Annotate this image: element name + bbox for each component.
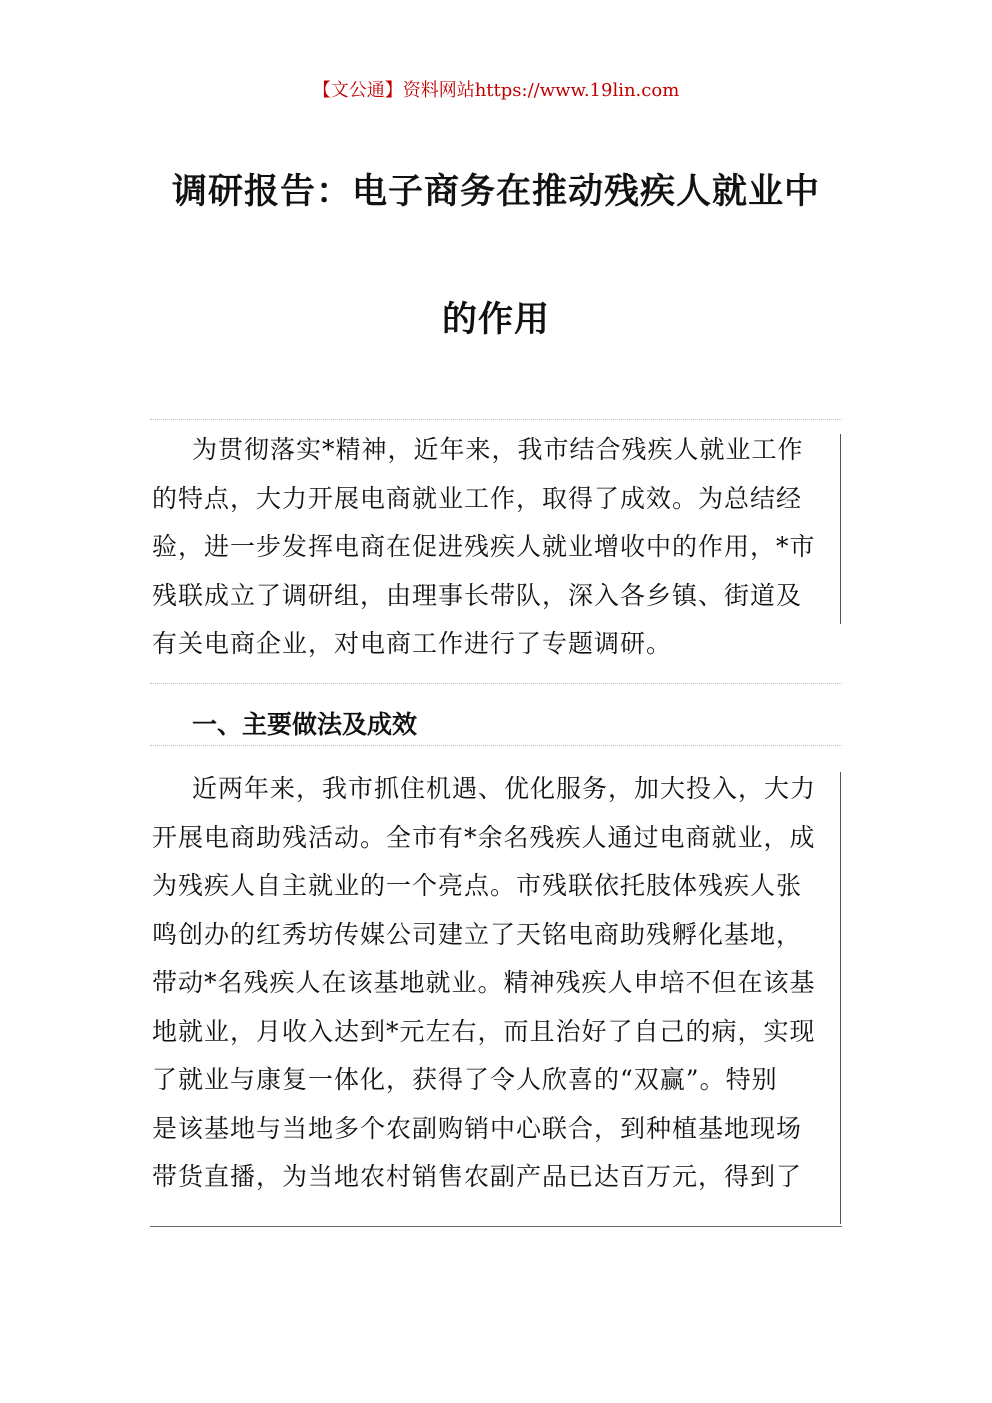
intro-paragraph [152, 426, 842, 669]
divider [150, 745, 842, 746]
text-line: 残联成立了调研组，由理事长带队，深入各乡镇、街道及 [152, 580, 803, 610]
text-line: 鸣创办的红秀坊传媒公司建立了天铭电商助残孵化基地， [152, 919, 803, 949]
page-bottom-rule [150, 1226, 842, 1227]
section1-paragraph [152, 765, 842, 1202]
text-line: 带动*名残疾人在该基地就业。精神残疾人申培不但在该基 [152, 968, 816, 997]
text-line: 近两年来，我市抓住机遇、优化服务，加大投入，大力 [192, 774, 817, 803]
text-line: 有关电商企业，对电商工作进行了专题调研。 [152, 629, 673, 658]
document-title-line-2: 的作用 [441, 300, 550, 340]
text-line: 地就业，月收入达到*元左右，而且治好了自己的病，实现 [152, 1016, 816, 1046]
divider [150, 683, 842, 684]
section-heading: 一、主要做法及成效 [192, 710, 418, 739]
text-line: 为残疾人自主就业的一个亮点。市残联依托肢体残疾人张 [152, 871, 803, 900]
text-line: 了就业与康复一体化，获得了令人欣喜的“双赢”。特别 [152, 1065, 778, 1094]
document-title-line-1: 调研报告：电子商务在推动残疾人就业中 [171, 172, 820, 212]
text-line: 为贯彻落实*精神，近年来，我市结合残疾人就业工作 [192, 435, 804, 464]
text-line: 带货直播，为当地农村销售农副产品已达百万元，得到了 [152, 1162, 803, 1191]
text-line: 是该基地与当地多个农副购销中心联合，到种植基地现场 [152, 1113, 803, 1143]
text-line: 开展电商助残活动。全市有*余名残疾人通过电商就业，成 [152, 822, 816, 852]
margin-marker [840, 434, 841, 624]
site-header: 【文公通】资料网站https://www.19lin.com [312, 80, 680, 101]
text-line: 的特点，大力开展电商就业工作，取得了成效。为总结经 [152, 483, 803, 513]
text-line: 验，进一步发挥电商在促进残疾人就业增收中的作用，*市 [152, 532, 816, 561]
divider [150, 419, 842, 420]
margin-marker [840, 772, 841, 1224]
